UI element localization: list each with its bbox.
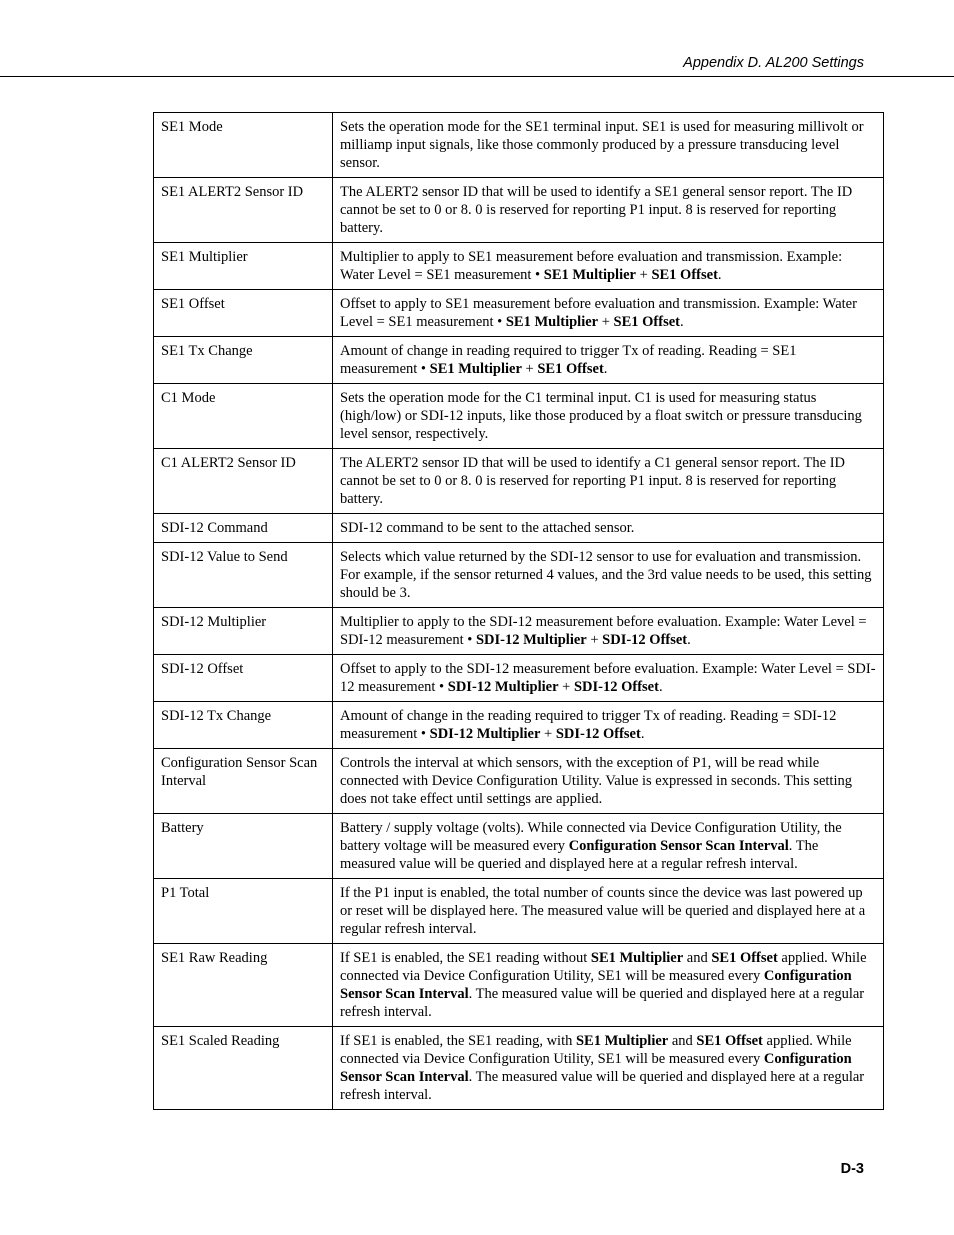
description-text: + bbox=[558, 679, 574, 695]
table-row bbox=[154, 944, 884, 1027]
bold-term: Configuration Sensor Scan Interval bbox=[340, 968, 852, 1002]
description-text: + bbox=[598, 314, 614, 330]
description-text: If SE1 is enabled, the SE1 reading, with bbox=[340, 1033, 576, 1049]
bold-term: SE1 Offset bbox=[711, 950, 778, 966]
description-text: If SE1 is enabled, the SE1 reading without bbox=[340, 950, 591, 966]
bold-term: Configuration Sensor Scan Interval bbox=[568, 838, 789, 854]
setting-name: SDI-12 Offset bbox=[154, 655, 333, 702]
setting-description bbox=[333, 384, 884, 449]
table-row bbox=[154, 514, 884, 543]
description-text: . bbox=[640, 726, 645, 742]
setting-name: C1 ALERT2 Sensor ID bbox=[154, 449, 333, 514]
setting-name: C1 Mode bbox=[154, 384, 333, 449]
description-text: If the P1 input is enabled, the total number of counts since the device was last powered up or reset will be displayed here. The measured value will be queried and displayed here at a regular refresh interval. bbox=[340, 885, 866, 937]
table-row bbox=[154, 814, 884, 879]
bold-term: SE1 Multiplier bbox=[590, 950, 684, 966]
page-number: D-3 bbox=[840, 1161, 864, 1177]
setting-description bbox=[333, 944, 884, 1027]
setting-description bbox=[333, 543, 884, 608]
bold-term: SDI-12 Offset bbox=[555, 726, 641, 742]
bold-term: SE1 Offset bbox=[537, 361, 604, 377]
description-text: Battery / supply voltage (volts). While connected via Device Configuration Utility, the battery voltage will be measured every bbox=[340, 820, 842, 854]
description-text: SDI-12 command to be sent to the attached sensor. bbox=[340, 520, 635, 536]
bold-term: SDI-12 Offset bbox=[602, 632, 688, 648]
setting-description bbox=[333, 113, 884, 178]
description-text: + bbox=[586, 632, 603, 648]
setting-name: SE1 Tx Change bbox=[154, 337, 333, 384]
table-row bbox=[154, 449, 884, 514]
description-text: Controls the interval at which sensors, with the exception of P1, will be read while connected with Device Configuration Utility. Value is expressed in seconds. This setting does not take effect until settings are applied. bbox=[340, 755, 852, 807]
description-text: and bbox=[668, 1033, 697, 1049]
bold-term: SDI-12 Offset bbox=[573, 679, 659, 695]
setting-name: SDI-12 Command bbox=[154, 514, 333, 543]
setting-name: Configuration Sensor Scan Interval bbox=[154, 749, 333, 814]
description-text: applied. While connected via Device Configuration Utility, SE1 will be measured every bbox=[340, 950, 867, 984]
bold-term: SE1 Multiplier bbox=[543, 267, 636, 283]
setting-name: SDI-12 Tx Change bbox=[154, 702, 333, 749]
table-row bbox=[154, 1027, 884, 1110]
description-text: Multiplier to apply to the SDI-12 measurement before evaluation. Example: Water Level = SDI-12 measurement • bbox=[340, 614, 867, 648]
setting-name: SDI-12 Value to Send bbox=[154, 543, 333, 608]
table-row bbox=[154, 543, 884, 608]
setting-description bbox=[333, 655, 884, 702]
bold-term: SE1 Offset bbox=[613, 314, 681, 330]
setting-description bbox=[333, 749, 884, 814]
setting-description bbox=[333, 879, 884, 944]
setting-name: SE1 Offset bbox=[154, 290, 333, 337]
setting-name: SE1 Raw Reading bbox=[154, 944, 333, 1027]
setting-description bbox=[333, 243, 884, 290]
description-text: Sets the operation mode for the SE1 terminal input. SE1 is used for measuring millivolt or milliamp input signals, like those commonly produced by a pressure transducing level sensor. bbox=[340, 119, 864, 171]
table-row bbox=[154, 384, 884, 449]
setting-description bbox=[333, 702, 884, 749]
bold-term: SDI-12 Multiplier bbox=[475, 632, 587, 648]
description-text: . bbox=[680, 314, 684, 330]
running-header: Appendix D. AL200 Settings bbox=[683, 55, 864, 71]
bold-term: SE1 Multiplier bbox=[429, 361, 522, 377]
description-text: The ALERT2 sensor ID that will be used to identify a SE1 general sensor report. The ID cannot be set to 0 or 8. 0 is reserved for reporting P1 input. 8 is reserved for reporting battery. bbox=[340, 184, 853, 236]
description-text: Selects which value returned by the SDI-12 sensor to use for evaluation and transmission. For example, if the sensor returned 4 values, and the 3rd value needs to be used, this setting should be 3. bbox=[340, 549, 872, 601]
table-row bbox=[154, 702, 884, 749]
bold-term: SDI-12 Multiplier bbox=[429, 726, 541, 742]
table-row bbox=[154, 337, 884, 384]
description-text: + bbox=[540, 726, 556, 742]
bold-term: SE1 Offset bbox=[651, 267, 718, 283]
description-text: Sets the operation mode for the C1 terminal input. C1 is used for measuring status (high/low) or SDI-12 inputs, like those produced by a float switch or pressure transducing level sensor, respectively. bbox=[340, 390, 862, 442]
description-text: Multiplier to apply to SE1 measurement before evaluation and transmission. Example: Water Level = SE1 measurement • bbox=[340, 249, 843, 283]
description-text: . bbox=[717, 267, 722, 283]
setting-name: SE1 ALERT2 Sensor ID bbox=[154, 178, 333, 243]
table-row bbox=[154, 655, 884, 702]
table-row bbox=[154, 749, 884, 814]
description-text: . The measured value will be queried and displayed here at a regular refresh interval. bbox=[340, 986, 865, 1020]
setting-description bbox=[333, 290, 884, 337]
description-text: The ALERT2 sensor ID that will be used to identify a C1 general sensor report. The ID cannot be set to 0 or 8. 0 is reserved for reporting P1 input. 8 is reserved for reporting battery. bbox=[340, 455, 846, 507]
description-text: and bbox=[683, 950, 712, 966]
setting-description bbox=[333, 178, 884, 243]
table-row bbox=[154, 879, 884, 944]
setting-description bbox=[333, 814, 884, 879]
table-row bbox=[154, 243, 884, 290]
table-row bbox=[154, 178, 884, 243]
setting-name: P1 Total bbox=[154, 879, 333, 944]
table-row bbox=[154, 608, 884, 655]
setting-description bbox=[333, 337, 884, 384]
description-text: + bbox=[521, 361, 538, 377]
setting-name: SDI-12 Multiplier bbox=[154, 608, 333, 655]
description-text: . bbox=[687, 632, 691, 648]
setting-name: SE1 Scaled Reading bbox=[154, 1027, 333, 1110]
settings-table-body bbox=[154, 113, 884, 1110]
bold-term: SDI-12 Multiplier bbox=[447, 679, 559, 695]
setting-description bbox=[333, 449, 884, 514]
description-text: . bbox=[658, 679, 663, 695]
setting-name: SE1 Multiplier bbox=[154, 243, 333, 290]
description-text: Offset to apply to SE1 measurement before evaluation and transmission. Example: Water Level = SE1 measurement • bbox=[340, 296, 857, 330]
description-text: applied. While connected via Device Configuration Utility, SE1 will be measured every bbox=[340, 1033, 852, 1067]
bold-term: SE1 Offset bbox=[696, 1033, 763, 1049]
table-row bbox=[154, 113, 884, 178]
description-text: . The measured value will be queried and displayed here at a regular refresh interval. bbox=[340, 838, 819, 872]
setting-description bbox=[333, 608, 884, 655]
description-text: Amount of change in reading required to trigger Tx of reading. Reading = SE1 measurement • bbox=[340, 343, 797, 377]
settings-table bbox=[153, 112, 884, 1110]
table-row bbox=[154, 290, 884, 337]
header-rule bbox=[0, 76, 954, 77]
description-text: + bbox=[636, 267, 652, 283]
bold-term: Configuration Sensor Scan Interval bbox=[340, 1051, 852, 1085]
setting-name: SE1 Mode bbox=[154, 113, 333, 178]
description-text: Amount of change in the reading required to trigger Tx of reading. Reading = SDI-12 measurement • bbox=[340, 708, 837, 742]
setting-description bbox=[333, 514, 884, 543]
setting-name: Battery bbox=[154, 814, 333, 879]
description-text: . bbox=[603, 361, 608, 377]
setting-description bbox=[333, 1027, 884, 1110]
description-text: Offset to apply to the SDI-12 measurement before evaluation. Example: Water Level = SDI-12 measurement • bbox=[340, 661, 876, 695]
bold-term: SE1 Multiplier bbox=[575, 1033, 669, 1049]
bold-term: SE1 Multiplier bbox=[505, 314, 599, 330]
description-text: . The measured value will be queried and displayed here at a regular refresh interval. bbox=[340, 1069, 865, 1103]
